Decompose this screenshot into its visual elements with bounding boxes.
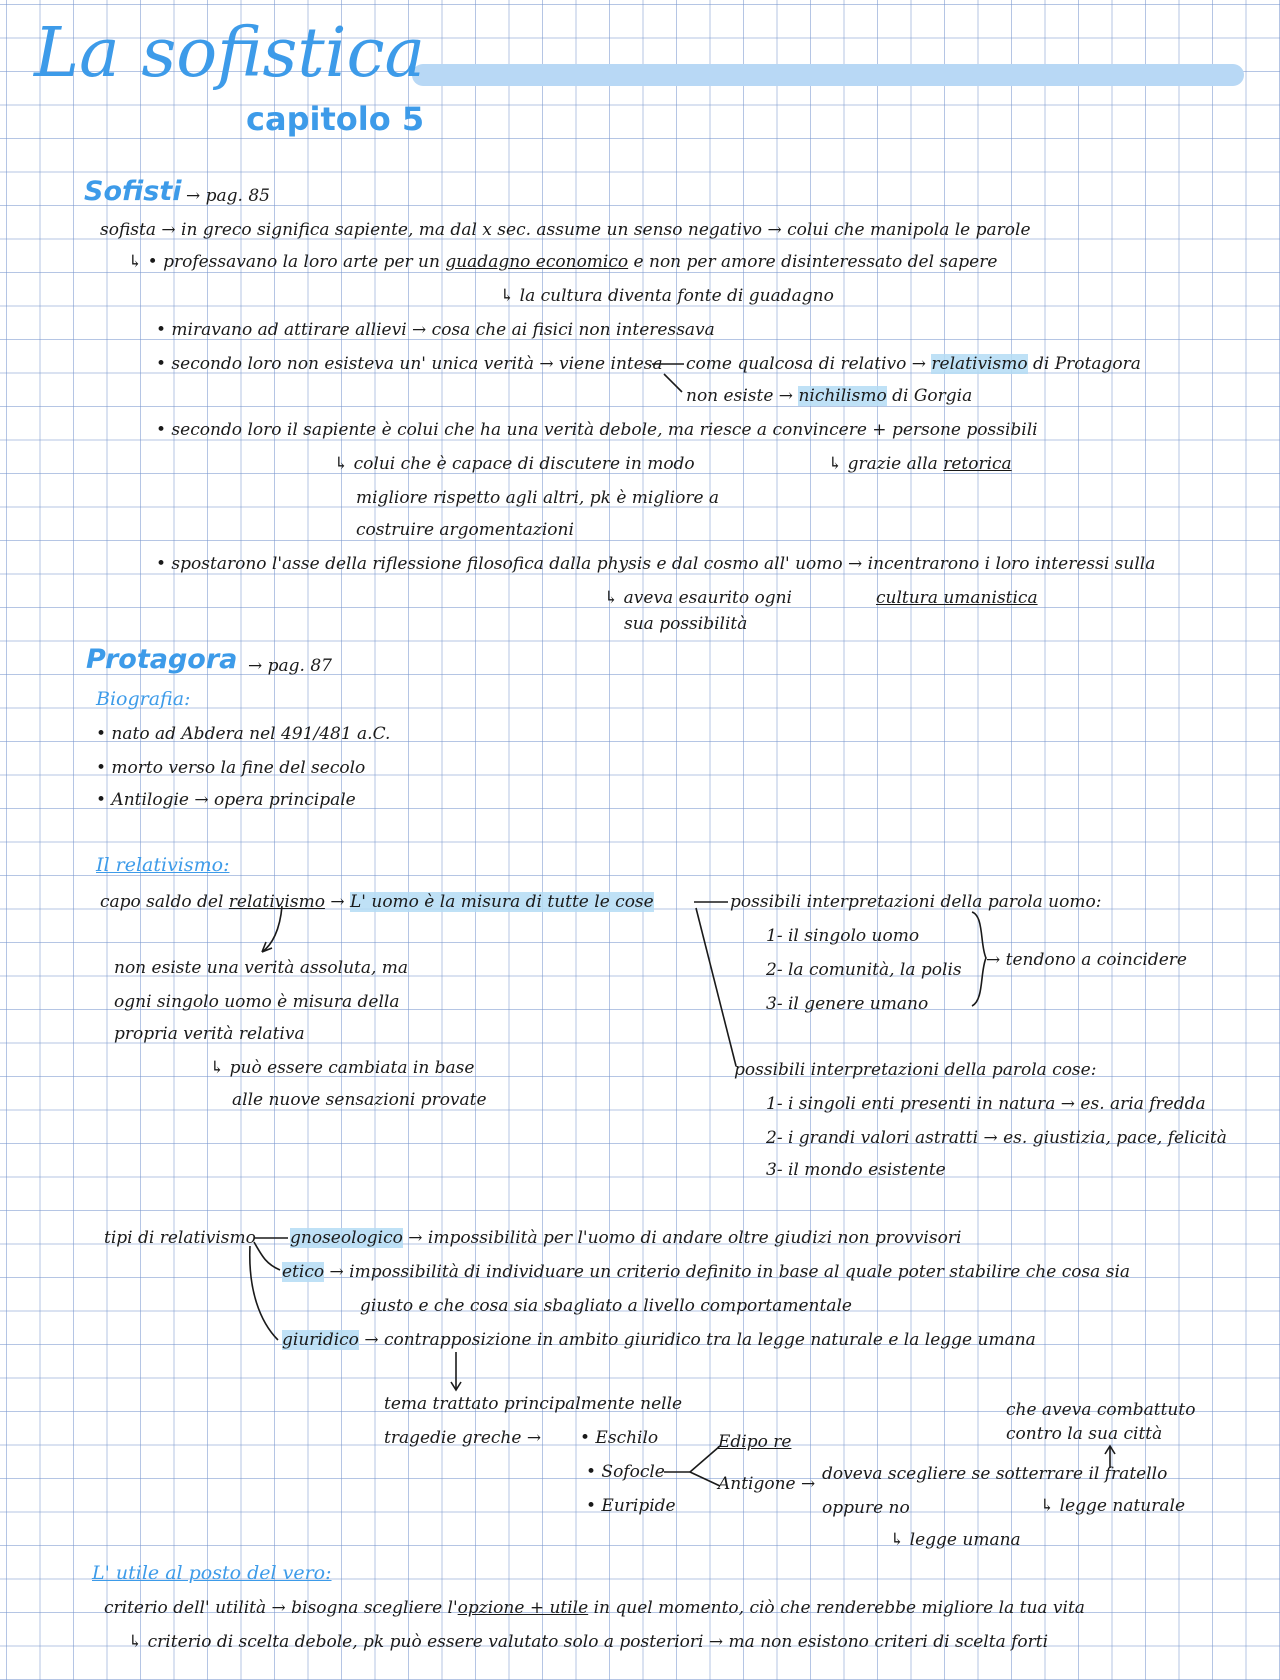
note-line: ↳ legge naturale	[1040, 1496, 1185, 1516]
note-line: propria verità relativa	[114, 1024, 305, 1044]
note-line: migliore rispetto agli altri, pk è migliore a	[356, 488, 720, 508]
note-line: criterio dell' utilità → bisogna scegliere l'opzione + utile in quel momento, ciò che renderebbe migliore la tua vita	[104, 1598, 1085, 1618]
section-heading-protagora: Protagora	[86, 644, 238, 675]
note-line: ↳ • professavano la loro arte per un guadagno economico e non per amore disinteressato del sapere	[128, 252, 998, 272]
page-title: La sofistica	[34, 14, 426, 93]
note-line: Antigone →	[718, 1474, 816, 1494]
note-line: sofista → in greco significa sapiente, ma dal x sec. assume un senso negativo → colui che manipola le parole	[100, 220, 1031, 240]
page-ref: → pag. 85	[186, 186, 270, 206]
list-item: • Antilogie → opera principale	[96, 790, 356, 810]
list-item: 1- il singolo uomo	[766, 926, 920, 946]
subheading-utile: L' utile al posto del vero:	[92, 1562, 332, 1584]
list-item: 2- la comunità, la polis	[766, 960, 962, 980]
note-line: giusto e che cosa sia sbagliato a livello comportamentale	[360, 1296, 852, 1316]
list-item: 3- il genere umano	[766, 994, 929, 1014]
note-line: tipi di relativismo	[104, 1228, 256, 1248]
section-heading-sofisti: Sofisti	[84, 176, 182, 207]
note-line: ↳ legge umana	[890, 1530, 1021, 1550]
note-line: sua possibilità	[624, 614, 748, 634]
note-line: ↳ può essere cambiata in base	[210, 1058, 475, 1078]
page-ref: → pag. 87	[248, 656, 332, 676]
note-line: ↳ la cultura diventa fonte di guadagno	[500, 286, 834, 306]
note-line: ↳ aveva esaurito ogni	[604, 588, 792, 608]
note-line: ↳ colui che è capace di discutere in modo	[334, 454, 695, 474]
list-item: • morto verso la fine del secolo	[96, 758, 366, 778]
note-line: possibili interpretazioni della parola uomo:	[730, 892, 1102, 912]
note-line: cultura umanistica	[876, 588, 1038, 608]
list-item: • nato ad Abdera nel 491/481 a.C.	[96, 724, 391, 744]
note-line: tema trattato principalmente nelle	[384, 1394, 683, 1414]
note-line: non esiste una verità assoluta, ma	[114, 958, 409, 978]
note-line: non esiste → nichilismo di Gorgia	[686, 386, 973, 406]
note-line: tragedie greche →	[384, 1428, 542, 1448]
note-line: • spostarono l'asse della riflessione filosofica dalla physis e dal cosmo all' uomo → incentrarono i loro interessi sulla	[156, 554, 1156, 574]
list-item: • Sofocle	[586, 1462, 665, 1482]
note-line: oppure no	[822, 1498, 910, 1518]
list-item: • Euripide	[586, 1496, 676, 1516]
note-line: che aveva combattuto	[1006, 1400, 1196, 1420]
note-line: • miravano ad attirare allievi → cosa che ai fisici non interessava	[156, 320, 715, 340]
note-line: etico → impossibilità di individuare un criterio definito in base al quale poter stabilire che cosa sia	[282, 1262, 1131, 1282]
note-line: ogni singolo uomo è misura della	[114, 992, 400, 1012]
list-item: 1- i singoli enti presenti in natura → es. aria fredda	[766, 1094, 1206, 1114]
note-line: → tendono a coincidere	[986, 950, 1187, 970]
note-line: capo saldo del relativismo → L' uomo è la misura di tutte le cose	[100, 892, 654, 912]
note-line: possibili interpretazioni della parola cose:	[734, 1060, 1097, 1080]
note-line: ↳ criterio di scelta debole, pk può essere valutato solo a posteriori → ma non esistono criteri di scelta forti	[128, 1632, 1049, 1652]
list-item: 3- il mondo esistente	[766, 1160, 946, 1180]
note-line: alle nuove sensazioni provate	[232, 1090, 487, 1110]
note-line: • secondo loro il sapiente è colui che ha una verità debole, ma riesce a convincere + persone possibili	[156, 420, 1038, 440]
note-line: come qualcosa di relativo → relativismo di Protagora	[686, 354, 1141, 374]
note-line: ↳ grazie alla retorica	[828, 454, 1012, 474]
note-line: • secondo loro non esisteva un' unica verità → viene intesa	[156, 354, 663, 374]
note-line: doveva scegliere se sotterrare il fratello	[822, 1464, 1168, 1484]
chapter-label: capitolo 5	[246, 100, 425, 138]
subheading-relativismo: Il relativismo:	[96, 854, 230, 876]
subheading-biografia: Biografia:	[96, 688, 191, 710]
note-line: gnoseologico → impossibilità per l'uomo di andare oltre giudizi non provvisori	[290, 1228, 962, 1248]
list-item: • Eschilo	[580, 1428, 659, 1448]
note-line: Edipo re	[718, 1432, 792, 1452]
note-line: contro la sua città	[1006, 1424, 1163, 1444]
note-line: giuridico → contrapposizione in ambito giuridico tra la legge naturale e la legge umana	[282, 1330, 1036, 1350]
list-item: 2- i grandi valori astratti → es. giustizia, pace, felicità	[766, 1128, 1227, 1148]
note-line: costruire argomentazioni	[356, 520, 574, 540]
